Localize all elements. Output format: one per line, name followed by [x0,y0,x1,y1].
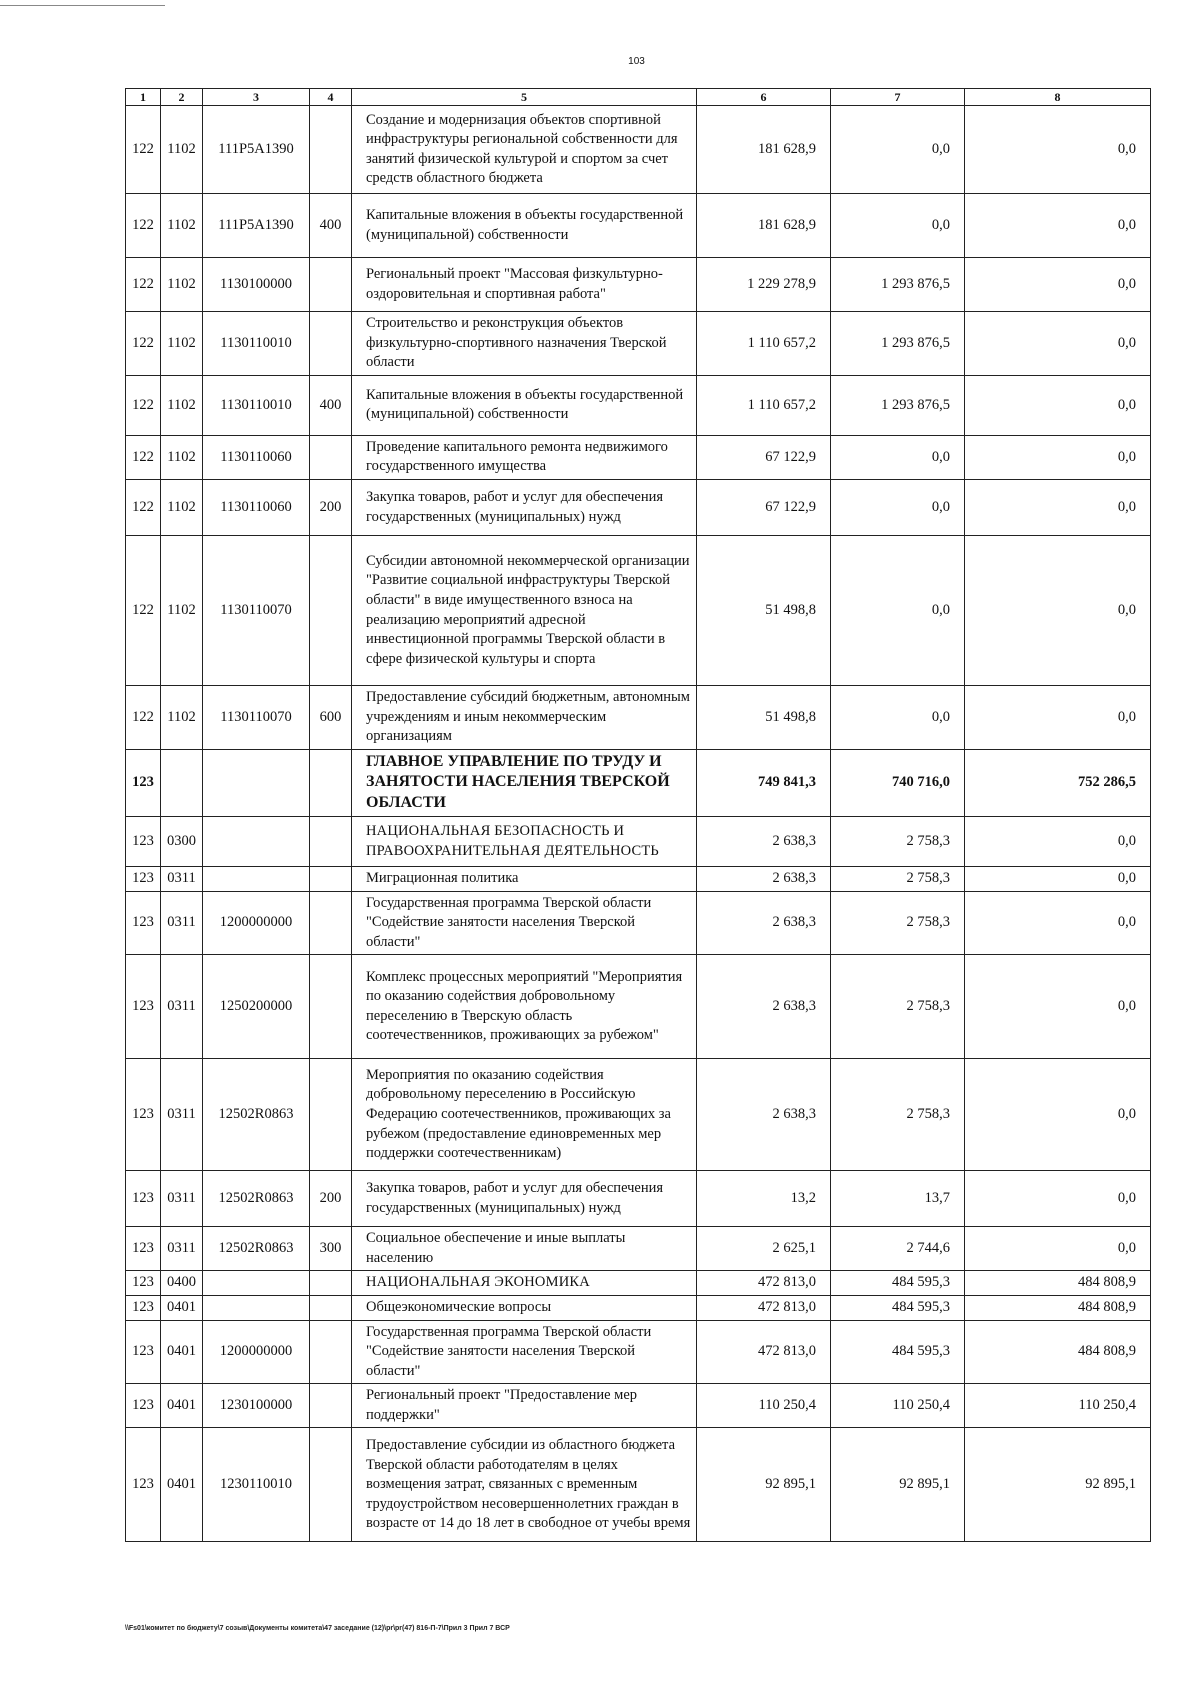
code-target [203,1271,310,1296]
description: НАЦИОНАЛЬНАЯ БЕЗОПАСНОСТЬ И ПРАВООХРАНИТЕЛЬНАЯ ДЕЯТЕЛЬНОСТЬ [352,817,697,867]
description: Социальное обеспечение и иные выплаты населению [352,1227,697,1271]
table-row [126,1384,1151,1428]
code-grbs: 122 [126,106,161,194]
code-expense-type [310,749,352,816]
code-expense-type [310,891,352,955]
code-target: 111P5A1390 [203,106,310,194]
description: Капитальные вложения в объекты государственной (муниципальной) собственности [352,194,697,258]
code-grbs: 123 [126,1271,161,1296]
col-header: 2 [161,89,203,106]
code-grbs: 123 [126,817,161,867]
description: Капитальные вложения в объекты государственной (муниципальной) собственности [352,375,697,435]
code-target [203,817,310,867]
amount-col7: 92 895,1 [831,1428,965,1542]
amount-col6: 2 625,1 [697,1227,831,1271]
amount-col7: 2 758,3 [831,891,965,955]
amount-col7: 2 758,3 [831,1059,965,1171]
scan-artifact-line [0,5,165,6]
code-grbs: 123 [126,1171,161,1227]
code-grbs: 123 [126,891,161,955]
code-section: 1102 [161,435,203,479]
code-grbs: 122 [126,375,161,435]
code-target: 12502R0863 [203,1171,310,1227]
amount-col6: 181 628,9 [697,106,831,194]
amount-col8: 0,0 [965,194,1151,258]
amount-col7: 484 595,3 [831,1320,965,1384]
code-section: 1102 [161,258,203,312]
amount-col7: 1 293 876,5 [831,375,965,435]
code-section: 0311 [161,891,203,955]
page-number: 103 [628,56,645,67]
amount-col6: 749 841,3 [697,749,831,816]
code-section: 0311 [161,1059,203,1171]
code-section [161,749,203,816]
code-target: 1200000000 [203,891,310,955]
code-expense-type [310,106,352,194]
description: Мероприятия по оказанию содействия добровольному переселению в Российскую Федерацию соотечественников, проживающих за рубежом (предоставление единовременных мер поддержки соотечественникам) [352,1059,697,1171]
description: НАЦИОНАЛЬНАЯ ЭКОНОМИКА [352,1271,697,1296]
code-grbs: 123 [126,1296,161,1321]
code-grbs: 123 [126,749,161,816]
amount-col7: 0,0 [831,480,965,536]
amount-col7: 2 758,3 [831,867,965,892]
table-row [126,891,1151,955]
code-grbs: 123 [126,1227,161,1271]
code-grbs: 123 [126,1059,161,1171]
code-expense-type [310,312,352,376]
code-expense-type [310,1271,352,1296]
code-target: 1130110010 [203,312,310,376]
code-section: 0311 [161,1171,203,1227]
amount-col8: 92 895,1 [965,1428,1151,1542]
code-section: 0401 [161,1320,203,1384]
code-section: 1102 [161,375,203,435]
code-expense-type: 200 [310,1171,352,1227]
code-target: 1130110070 [203,686,310,750]
col-header: 1 [126,89,161,106]
amount-col6: 51 498,8 [697,536,831,686]
code-expense-type [310,1320,352,1384]
amount-col7: 0,0 [831,435,965,479]
amount-col6: 110 250,4 [697,1384,831,1428]
code-section: 1102 [161,686,203,750]
table-row [126,536,1151,686]
table-row [126,867,1151,892]
table-row [126,1059,1151,1171]
amount-col6: 472 813,0 [697,1320,831,1384]
amount-col6: 2 638,3 [697,1059,831,1171]
table-row [126,106,1151,194]
header-row [126,89,1151,106]
amount-col8: 0,0 [965,480,1151,536]
description: Государственная программа Тверской области "Содействие занятости населения Тверской области" [352,891,697,955]
table-row [126,1171,1151,1227]
code-section: 1102 [161,480,203,536]
code-section: 1102 [161,106,203,194]
code-section: 0400 [161,1271,203,1296]
amount-col6: 92 895,1 [697,1428,831,1542]
amount-col8: 484 808,9 [965,1296,1151,1321]
amount-col8: 0,0 [965,312,1151,376]
code-section: 0401 [161,1428,203,1542]
amount-col7: 0,0 [831,106,965,194]
amount-col6: 2 638,3 [697,955,831,1059]
description: Строительство и реконструкция объектов физкультурно-спортивного назначения Тверской области [352,312,697,376]
code-expense-type: 400 [310,375,352,435]
description: Предоставление субсидии из областного бюджета Тверской области работодателям в целях возмещения затрат, связанных с временным трудоустройством несовершеннолетних граждан в возрасте от 14 до 18 лет в свободное от учебы время [352,1428,697,1542]
description: Проведение капитального ремонта недвижимого государственного имущества [352,435,697,479]
code-section: 0401 [161,1384,203,1428]
code-target: 1200000000 [203,1320,310,1384]
amount-col7: 1 293 876,5 [831,312,965,376]
amount-col8: 0,0 [965,1227,1151,1271]
amount-col7: 484 595,3 [831,1271,965,1296]
code-expense-type [310,817,352,867]
table-row [126,1296,1151,1321]
amount-col8: 110 250,4 [965,1384,1151,1428]
amount-col7: 0,0 [831,536,965,686]
amount-col7: 110 250,4 [831,1384,965,1428]
table-row [126,312,1151,376]
amount-col7: 740 716,0 [831,749,965,816]
code-target: 1230100000 [203,1384,310,1428]
code-expense-type [310,1428,352,1542]
code-expense-type [310,536,352,686]
description: Региональный проект "Предоставление мер поддержки" [352,1384,697,1428]
amount-col6: 472 813,0 [697,1296,831,1321]
code-section: 0401 [161,1296,203,1321]
amount-col6: 472 813,0 [697,1271,831,1296]
amount-col8: 0,0 [965,686,1151,750]
table-row [126,749,1151,816]
amount-col7: 1 293 876,5 [831,258,965,312]
code-section: 1102 [161,194,203,258]
code-grbs: 122 [126,536,161,686]
amount-col8: 752 286,5 [965,749,1151,816]
code-grbs: 123 [126,867,161,892]
code-target [203,1296,310,1321]
description: Закупка товаров, работ и услуг для обеспечения государственных (муниципальных) нужд [352,1171,697,1227]
code-target: 1250200000 [203,955,310,1059]
code-target: 1130100000 [203,258,310,312]
table-row [126,194,1151,258]
code-section: 0300 [161,817,203,867]
description: Региональный проект "Массовая физкультурно-оздоровительная и спортивная работа" [352,258,697,312]
amount-col6: 13,2 [697,1171,831,1227]
code-section: 0311 [161,955,203,1059]
code-expense-type [310,1059,352,1171]
table-row [126,955,1151,1059]
table-row [126,375,1151,435]
description: Закупка товаров, работ и услуг для обеспечения государственных (муниципальных) нужд [352,480,697,536]
table-row [126,1271,1151,1296]
amount-col8: 0,0 [965,258,1151,312]
col-header: 6 [697,89,831,106]
amount-col8: 0,0 [965,375,1151,435]
description: Субсидии автономной некоммерческой организации "Развитие социальной инфраструктуры Тверской области" в виде имущественного взноса на реализацию мероприятий адресной инвестиционной программы Тверской области в сфере физической культуры и спорта [352,536,697,686]
col-header: 5 [352,89,697,106]
code-grbs: 122 [126,435,161,479]
amount-col8: 0,0 [965,435,1151,479]
code-grbs: 123 [126,1384,161,1428]
col-header: 3 [203,89,310,106]
table-row [126,258,1151,312]
code-grbs: 122 [126,312,161,376]
amount-col6: 51 498,8 [697,686,831,750]
amount-col6: 1 110 657,2 [697,312,831,376]
code-target: 1130110070 [203,536,310,686]
amount-col6: 2 638,3 [697,891,831,955]
amount-col8: 0,0 [965,817,1151,867]
budget-table [125,88,1151,1542]
code-grbs: 122 [126,686,161,750]
col-header: 7 [831,89,965,106]
code-target: 12502R0863 [203,1059,310,1171]
description: Миграционная политика [352,867,697,892]
code-target [203,867,310,892]
amount-col6: 67 122,9 [697,435,831,479]
code-expense-type: 400 [310,194,352,258]
description: Комплекс процессных мероприятий "Мероприятия по оказанию содействия добровольному переселению в Тверскую область соотечественников, проживающих за рубежом" [352,955,697,1059]
code-expense-type [310,435,352,479]
code-expense-type [310,1384,352,1428]
code-grbs: 123 [126,1428,161,1542]
amount-col6: 1 110 657,2 [697,375,831,435]
code-expense-type [310,955,352,1059]
table-row [126,686,1151,750]
code-section: 1102 [161,312,203,376]
code-section: 0311 [161,867,203,892]
amount-col8: 0,0 [965,1171,1151,1227]
code-expense-type [310,258,352,312]
code-grbs: 122 [126,480,161,536]
amount-col6: 67 122,9 [697,480,831,536]
code-expense-type [310,1296,352,1321]
amount-col7: 2 758,3 [831,817,965,867]
col-header: 8 [965,89,1151,106]
amount-col8: 484 808,9 [965,1320,1151,1384]
amount-col7: 484 595,3 [831,1296,965,1321]
description: ГЛАВНОЕ УПРАВЛЕНИЕ ПО ТРУДУ И ЗАНЯТОСТИ НАСЕЛЕНИЯ ТВЕРСКОЙ ОБЛАСТИ [352,749,697,816]
amount-col8: 0,0 [965,1059,1151,1171]
code-section: 1102 [161,536,203,686]
file-path-footer: \\Fs01\комитет по бюджету\7 созыв\Документы комитета\47 заседание (12)\pr\pr(47) 816-П-7\Прил 3 Прил 7 ВСР [125,1625,510,1632]
amount-col6: 1 229 278,9 [697,258,831,312]
code-target: 1230110010 [203,1428,310,1542]
code-grbs: 122 [126,194,161,258]
code-expense-type: 600 [310,686,352,750]
code-grbs: 123 [126,1320,161,1384]
amount-col7: 0,0 [831,194,965,258]
table-row [126,1320,1151,1384]
description: Предоставление субсидий бюджетным, автономным учреждениям и иным некоммерческим организациям [352,686,697,750]
amount-col7: 2 758,3 [831,955,965,1059]
amount-col6: 2 638,3 [697,867,831,892]
amount-col6: 2 638,3 [697,817,831,867]
code-target: 12502R0863 [203,1227,310,1271]
table-row [126,480,1151,536]
amount-col8: 0,0 [965,106,1151,194]
table-row [126,435,1151,479]
amount-col8: 0,0 [965,955,1151,1059]
amount-col6: 181 628,9 [697,194,831,258]
table-row [126,1428,1151,1542]
code-target [203,749,310,816]
code-target: 111P5A1390 [203,194,310,258]
code-target: 1130110060 [203,480,310,536]
table-row [126,1227,1151,1271]
code-grbs: 122 [126,258,161,312]
code-section: 0311 [161,1227,203,1271]
code-expense-type: 300 [310,1227,352,1271]
description: Создание и модернизация объектов спортивной инфраструктуры региональной собственности для занятий физической культурой и спортом за счет средств областного бюджета [352,106,697,194]
code-expense-type: 200 [310,480,352,536]
amount-col8: 0,0 [965,867,1151,892]
code-grbs: 123 [126,955,161,1059]
code-expense-type [310,867,352,892]
amount-col7: 0,0 [831,686,965,750]
amount-col7: 13,7 [831,1171,965,1227]
amount-col7: 2 744,6 [831,1227,965,1271]
amount-col8: 0,0 [965,536,1151,686]
table-row [126,817,1151,867]
code-target: 1130110010 [203,375,310,435]
amount-col8: 0,0 [965,891,1151,955]
code-target: 1130110060 [203,435,310,479]
col-header: 4 [310,89,352,106]
description: Государственная программа Тверской области "Содействие занятости населения Тверской области" [352,1320,697,1384]
amount-col8: 484 808,9 [965,1271,1151,1296]
description: Общеэкономические вопросы [352,1296,697,1321]
